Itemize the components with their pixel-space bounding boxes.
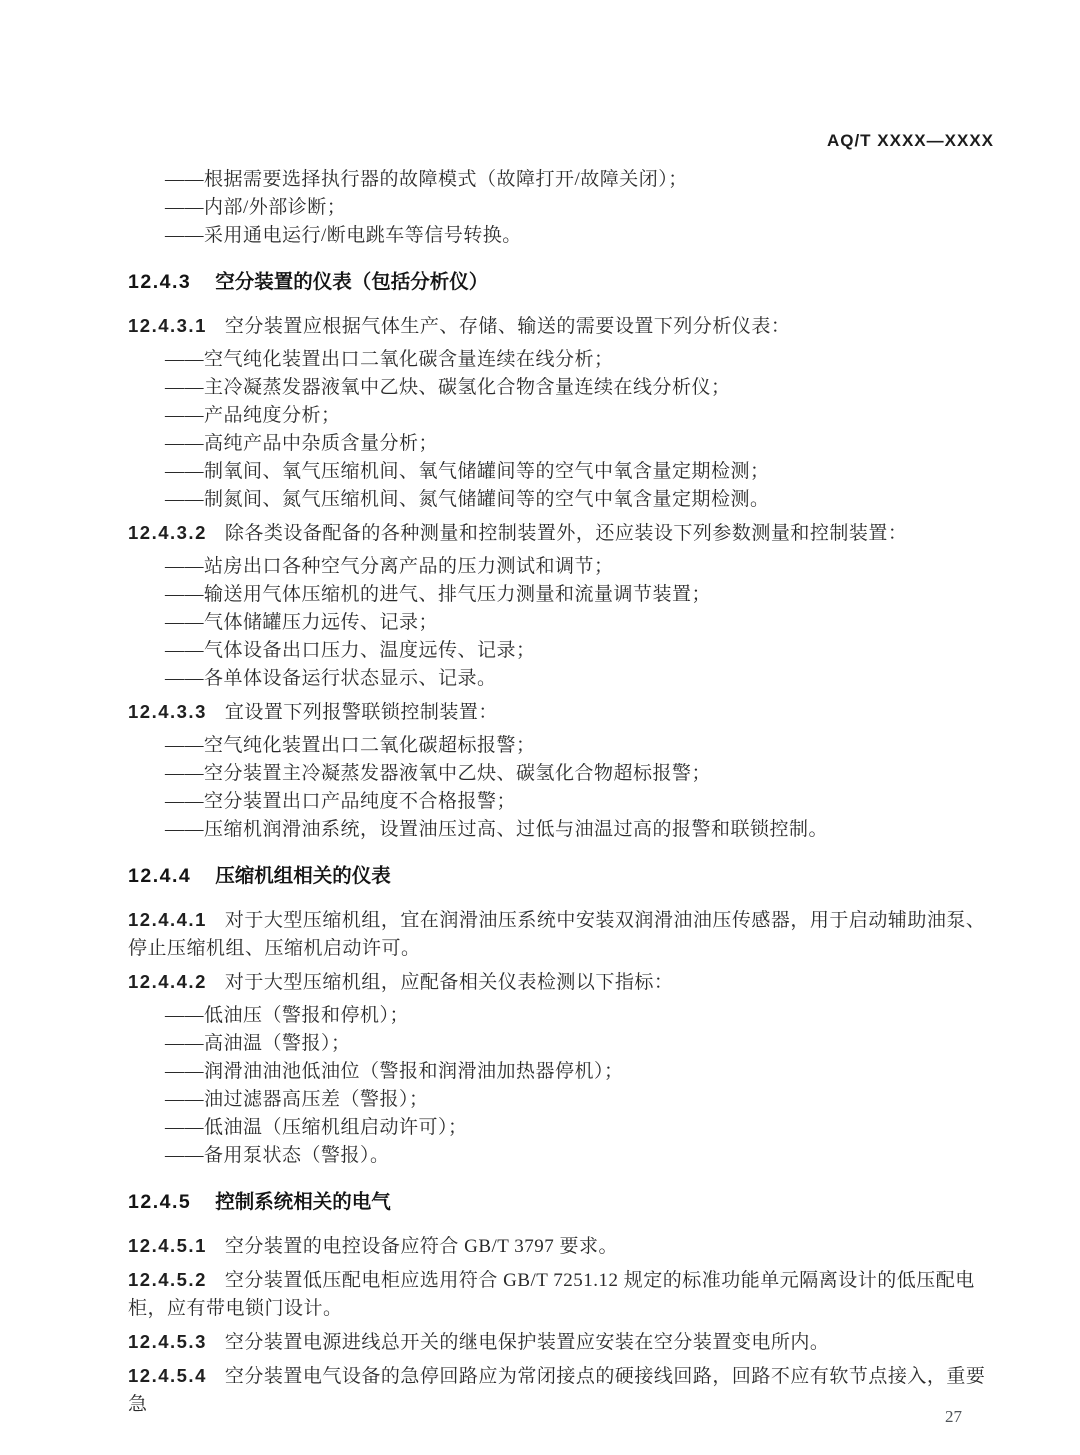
section-heading-12-4-3 xyxy=(128,268,994,296)
section-number: 12.4.4 xyxy=(128,865,192,887)
clause-text: 空分装置应根据气体生产、存储、输送的需要设置下列分析仪表： xyxy=(224,316,791,337)
section-number: 12.4.5 xyxy=(128,1191,192,1213)
list-item: ——采用通电运行/断电跳车等信号转换。 xyxy=(165,225,522,246)
clause-number: 12.4.5.3 xyxy=(128,1331,207,1352)
list-item: ——空分装置主冷凝蒸发器液氧中乙炔、碳氢化合物超标报警； xyxy=(165,763,712,784)
clause-text: 除各类设备配备的各种测量和控制装置外，还应装设下列参数测量和控制装置： xyxy=(224,523,908,544)
clause-number: 12.4.3.2 xyxy=(128,522,207,543)
clause-text: 对于大型压缩机组，宜在润滑油压系统中安装双润滑油油压传感器，用于启动辅助油泵、停止压缩机组、压缩机启动许可。 xyxy=(128,910,986,959)
list-item: ——空气纯化装置出口二氧化碳含量连续在线分析； xyxy=(165,349,614,370)
clause-number: 12.4.4.1 xyxy=(128,909,207,930)
list-item: ——备用泵状态（警报）。 xyxy=(165,1145,390,1166)
clause-number: 12.4.5.2 xyxy=(128,1269,207,1290)
list-item: ——润滑油油池低油位（警报和润滑油加热器停机）； xyxy=(165,1061,624,1082)
list-item: ——站房出口各种空气分离产品的压力测试和调节； xyxy=(165,556,614,577)
clause-12-4-4-1 xyxy=(128,906,994,963)
clause-12-4-3-3 xyxy=(128,698,994,727)
clause-text: 空分装置低压配电柜应选用符合 GB/T 7251.12 规定的标准功能单元隔离设计的低压配电柜，应有带电锁门设计。 xyxy=(128,1270,975,1319)
list-item: ——根据需要选择执行器的故障模式（故障打开/故障关闭）； xyxy=(165,169,688,190)
list-item: ——低油压（警报和停机）； xyxy=(165,1005,410,1026)
clause-text: 空分装置的电控设备应符合 GB/T 3797 要求。 xyxy=(224,1236,619,1257)
page-number: 27 xyxy=(945,1407,962,1426)
clause-text: 对于大型压缩机组，应配备相关仪表检测以下指标： xyxy=(224,972,674,993)
section-title: 压缩机组相关的仪表 xyxy=(215,865,391,887)
list-item: ——高油温（警报）； xyxy=(165,1033,351,1054)
doc-header xyxy=(128,130,994,152)
list-item: ——产品纯度分析； xyxy=(165,405,341,426)
section-heading-12-4-4 xyxy=(128,862,994,890)
section-title: 空分装置的仪表（包括分析仪） xyxy=(215,271,489,293)
list-item: ——空气纯化装置出口二氧化碳超标报警； xyxy=(165,735,536,756)
dash-list-alarm-interlocks xyxy=(128,732,994,844)
clause-12-4-5-2 xyxy=(128,1266,994,1323)
list-item: ——气体设备出口压力、温度远传、记录； xyxy=(165,640,536,661)
clause-12-4-3-1 xyxy=(128,312,994,341)
section-number: 12.4.3 xyxy=(128,271,192,293)
clause-text: 空分装置电源进线总开关的继电保护装置应安装在空分装置变电所内。 xyxy=(224,1332,830,1353)
dash-list-analyzers xyxy=(128,346,994,514)
list-item: ——内部/外部诊断； xyxy=(165,197,347,218)
clause-12-4-5-1 xyxy=(128,1232,994,1261)
dash-list-measurement-devices xyxy=(128,553,994,693)
dash-list-compressor-indicators xyxy=(128,1002,994,1170)
clause-12-4-5-4 xyxy=(128,1362,994,1419)
clause-number: 12.4.5.4 xyxy=(128,1365,207,1386)
clause-text: 空分装置电气设备的急停回路应为常闭接点的硬接线回路，回路不应有软节点接入，重要急 xyxy=(128,1366,986,1415)
clause-number: 12.4.5.1 xyxy=(128,1235,207,1256)
list-item: ——输送用气体压缩机的进气、排气压力测量和流量调节装置； xyxy=(165,584,712,605)
doc-code: AQ/T XXXX—XXXX xyxy=(826,131,994,150)
clause-number: 12.4.3.3 xyxy=(128,701,207,722)
clause-12-4-4-2 xyxy=(128,968,994,997)
list-item: ——高纯产品中杂质含量分析； xyxy=(165,433,439,454)
clause-12-4-5-3 xyxy=(128,1328,994,1357)
list-item: ——制氧间、氧气压缩机间、氧气储罐间等的空气中氧含量定期检测； xyxy=(165,461,770,482)
clause-text: 宜设置下列报警联锁控制装置： xyxy=(224,702,498,723)
list-item: ——压缩机润滑油系统，设置油压过高、过低与油温过高的报警和联锁控制。 xyxy=(165,819,829,840)
section-title: 控制系统相关的电气 xyxy=(215,1191,391,1213)
clause-number: 12.4.4.2 xyxy=(128,971,207,992)
list-item: ——制氮间、氮气压缩机间、氮气储罐间等的空气中氧含量定期检测。 xyxy=(165,489,770,510)
list-item: ——低油温（压缩机组启动许可）； xyxy=(165,1117,468,1138)
section-heading-12-4-5 xyxy=(128,1188,994,1216)
list-item: ——气体储罐压力远传、记录； xyxy=(165,612,439,633)
dash-list-actuator-options xyxy=(128,166,994,250)
list-item: ——油过滤器高压差（警报）； xyxy=(165,1089,429,1110)
list-item: ——空分装置出口产品纯度不合格报警； xyxy=(165,791,517,812)
clause-12-4-3-2 xyxy=(128,519,994,548)
list-item: ——主冷凝蒸发器液氧中乙炔、碳氢化合物含量连续在线分析仪； xyxy=(165,377,731,398)
clause-number: 12.4.3.1 xyxy=(128,315,207,336)
list-item: ——各单体设备运行状态显示、记录。 xyxy=(165,668,497,689)
